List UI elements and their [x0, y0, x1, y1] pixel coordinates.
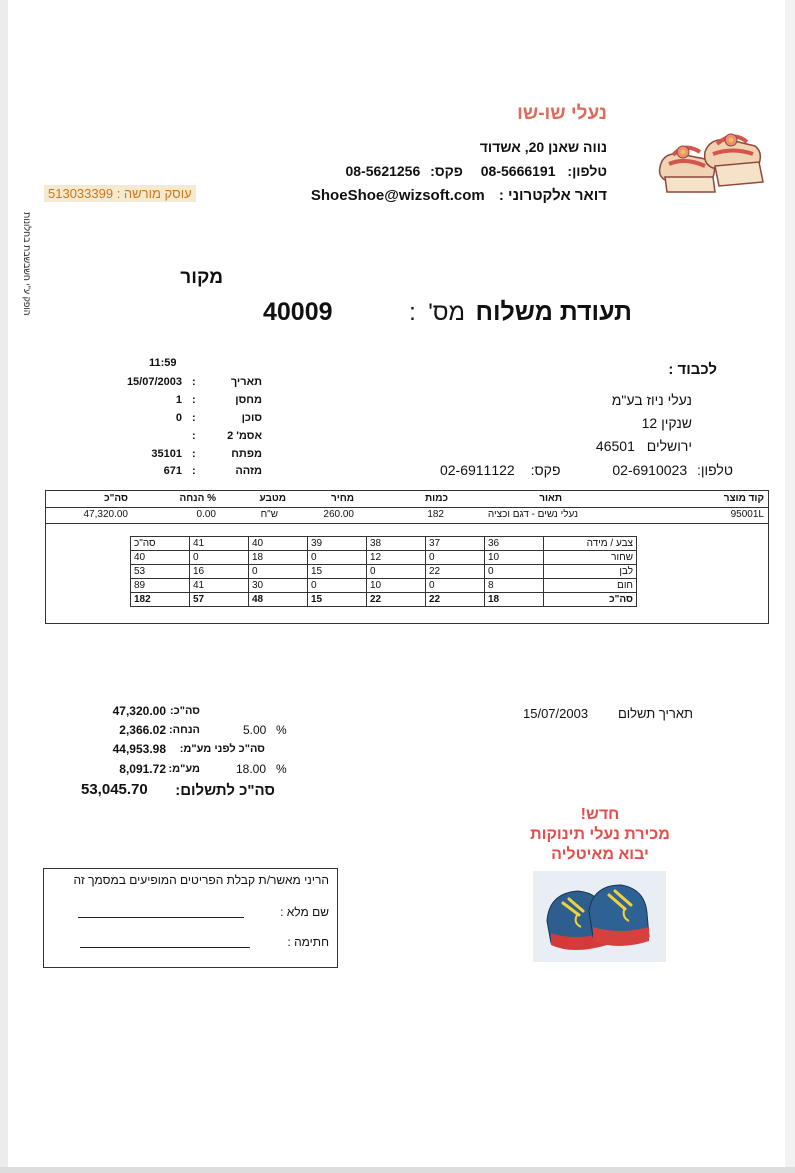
email-label: דואר אלקטרוני : — [498, 187, 607, 204]
sizes-cell: 0 — [426, 551, 485, 565]
promo-line-3: יבוא מאיטליה — [551, 846, 649, 863]
signature-statement: הריני מאשר/ת קבלת הפריטים המופיעים במסמך זה — [73, 873, 329, 887]
sizes-cell: סה"כ — [131, 537, 190, 551]
meta-value: 0 — [175, 412, 182, 424]
header-currency: מטבע — [259, 493, 286, 504]
sizes-cell: 57 — [190, 593, 249, 607]
subtotal-value: 47,320.00 — [112, 704, 166, 718]
company-phone: 08-5666191 — [480, 163, 556, 179]
sizes-cell: 0 — [249, 565, 308, 579]
meta-colon: : — [192, 430, 196, 442]
number-label: מס' — [428, 299, 466, 326]
grand-total-value: 53,045.70 — [81, 781, 148, 798]
sizes-cell: 22 — [426, 565, 485, 579]
vat-value: 8,091.72 — [119, 762, 166, 776]
scan-edge-left — [0, 0, 8, 1173]
meta-label: סוכן — [241, 412, 262, 424]
sizes-cell: 22 — [426, 593, 485, 607]
sizes-cell: 40 — [249, 537, 308, 551]
sizes-cell: 38 — [367, 537, 426, 551]
signature-label: חתימה : — [287, 935, 329, 949]
header-code: קוד מוצר — [723, 493, 764, 504]
vat-pct-sign: % — [276, 762, 287, 776]
sizes-cell: 15 — [308, 565, 367, 579]
meta-value: 671 — [163, 465, 182, 477]
payment-date-label: תאריך תשלום — [617, 706, 693, 721]
meta-colon: : — [192, 394, 196, 406]
meta-label: מחסן — [235, 394, 262, 406]
company-name: נעלי שו-שו — [517, 103, 607, 124]
sizes-cell: 16 — [190, 565, 249, 579]
scan-edge-right — [785, 0, 795, 1173]
sizes-row-label: לבן — [544, 565, 637, 579]
meta-colon: : — [192, 376, 196, 388]
number-colon: : — [409, 299, 416, 326]
meta-label: תאריך — [230, 376, 262, 388]
sizes-cell: 39 — [308, 537, 367, 551]
promo-line-1: חדש! — [580, 806, 620, 823]
row-qty: 182 — [427, 509, 444, 520]
before-vat-label: סה"כ לפני מע"מ: — [179, 743, 265, 755]
company-fax: 08-5621256 — [345, 163, 421, 179]
sizes-row-label: סה"כ — [544, 593, 637, 607]
items-header-row — [46, 491, 768, 508]
sizes-row — [131, 579, 637, 593]
customer-phone: 02-6910023 — [612, 462, 688, 478]
sizes-row — [131, 537, 637, 551]
promo-text — [500, 805, 700, 865]
sizes-row — [131, 565, 637, 579]
sizes-cell: 10 — [367, 579, 426, 593]
discount-pct-sign: % — [276, 723, 287, 737]
scan-edge-bottom — [0, 1167, 795, 1173]
sizes-cell: 0 — [308, 579, 367, 593]
sizes-row — [131, 593, 637, 607]
company-email-line — [311, 187, 607, 204]
row-code: 95001L — [730, 509, 764, 520]
header-qty: כמות — [425, 493, 448, 504]
vat-label: מע"מ: — [168, 763, 200, 775]
sizes-cell: 15 — [308, 593, 367, 607]
customer-phone-label: טלפון: — [697, 462, 733, 478]
customer-name: נעלי ניוז בע"מ — [611, 392, 692, 408]
sizes-cell: 37 — [426, 537, 485, 551]
row-price: 260.00 — [323, 509, 354, 520]
grand-total-label: סה"כ לתשלום: — [175, 782, 275, 799]
row-discount: 0.00 — [196, 509, 216, 520]
meta-value: 35101 — [151, 448, 182, 460]
sizes-cell: 41 — [190, 537, 249, 551]
sizes-cell: 0 — [426, 579, 485, 593]
document-title: תעודת משלוח — [475, 298, 632, 326]
customer-to-label: לכבוד : — [668, 361, 717, 378]
company-address: נווה שאנן 20, אשדוד — [479, 139, 607, 155]
full-name-label: שם מלא : — [280, 905, 329, 919]
header-price: מחיר — [330, 493, 354, 504]
document-title-line — [409, 298, 632, 327]
sizes-cell: 30 — [249, 579, 308, 593]
table-row — [46, 507, 768, 524]
header-desc: תאור — [539, 493, 562, 504]
sizes-cell: 0 — [308, 551, 367, 565]
signature-box — [43, 868, 338, 968]
sizes-cell: 0 — [485, 565, 544, 579]
meta-label: מזהה — [235, 465, 262, 477]
sizes-cell: 36 — [485, 537, 544, 551]
customer-zip: 46501 — [595, 438, 635, 454]
before-vat-value: 44,953.98 — [112, 742, 166, 756]
document-time: 11:59 — [149, 357, 177, 369]
sizes-cell: 22 — [367, 593, 426, 607]
payment-date: 15/07/2003 — [523, 706, 589, 721]
header-discount: % הנחה — [179, 493, 216, 504]
sizes-cell: 0 — [367, 565, 426, 579]
subtotal-label: סה"כ: — [170, 705, 200, 717]
meta-label: מפתח — [231, 448, 262, 460]
sizes-cell: 89 — [131, 579, 190, 593]
row-currency: ש"ח — [260, 509, 278, 520]
meta-label: אסמ' 2 — [227, 430, 262, 442]
sizes-cell: 8 — [485, 579, 544, 593]
sizes-row — [131, 551, 637, 565]
customer-phone-line — [440, 462, 733, 478]
row-desc: נעלי נשים - דגם וכציה — [487, 509, 578, 520]
vat-pct: 18.00 — [236, 762, 267, 776]
sizes-cell: 18 — [249, 551, 308, 565]
customer-city-line — [596, 438, 692, 454]
vertical-note: הופק ע"י חשבשבת בחלונות — [22, 211, 32, 315]
shoe-logo-icon — [655, 122, 770, 197]
customer-fax-label: פקס: — [530, 462, 561, 478]
sizes-table — [130, 536, 637, 607]
sizes-row-label: חום — [544, 579, 637, 593]
customer-street: שנקין 12 — [641, 415, 692, 431]
fax-label: פקס: — [430, 163, 463, 179]
company-email: ShoeShoe@wizsoft.com — [310, 187, 485, 204]
discount-pct: 5.00 — [243, 723, 267, 737]
discount-label: הנחה: — [169, 724, 200, 736]
meta-colon: : — [192, 465, 196, 477]
sizes-row-label: שחור — [544, 551, 637, 565]
discount-value: 2,366.02 — [119, 723, 166, 737]
meta-colon: : — [192, 448, 196, 460]
sizes-cell: 10 — [485, 551, 544, 565]
row-total: 47,320.00 — [83, 509, 128, 520]
customer-fax: 02-6911122 — [439, 462, 515, 478]
meta-colon: : — [192, 412, 196, 424]
meta-value: 1 — [175, 394, 182, 406]
promo-line-2: מכירת נעלי תינוקות — [530, 826, 670, 843]
sizes-cell: 48 — [249, 593, 308, 607]
sizes-cell: 41 — [190, 579, 249, 593]
sizes-cell: 12 — [367, 551, 426, 565]
baby-shoes-icon — [533, 871, 666, 962]
sizes-cell: 18 — [485, 593, 544, 607]
sizes-cell: 182 — [131, 593, 190, 607]
document-number: 40009 — [263, 298, 333, 326]
header-total: סה"כ — [104, 493, 128, 504]
signature-line[interactable] — [80, 947, 250, 948]
company-phone-line — [346, 163, 607, 179]
sizes-cell: 40 — [131, 551, 190, 565]
licensed-dealer: עוסק מורשה : 513033399 — [44, 185, 196, 202]
sizes-cell: 0 — [190, 551, 249, 565]
full-name-line[interactable] — [78, 917, 244, 918]
customer-city: ירושלים — [646, 438, 692, 454]
phone-label: טלפון: — [567, 163, 607, 179]
document-origin: מקור — [180, 267, 223, 288]
sizes-row-label: צבע / מידה — [544, 537, 637, 551]
sizes-cell: 53 — [131, 565, 190, 579]
meta-value: 15/07/2003 — [126, 376, 182, 388]
